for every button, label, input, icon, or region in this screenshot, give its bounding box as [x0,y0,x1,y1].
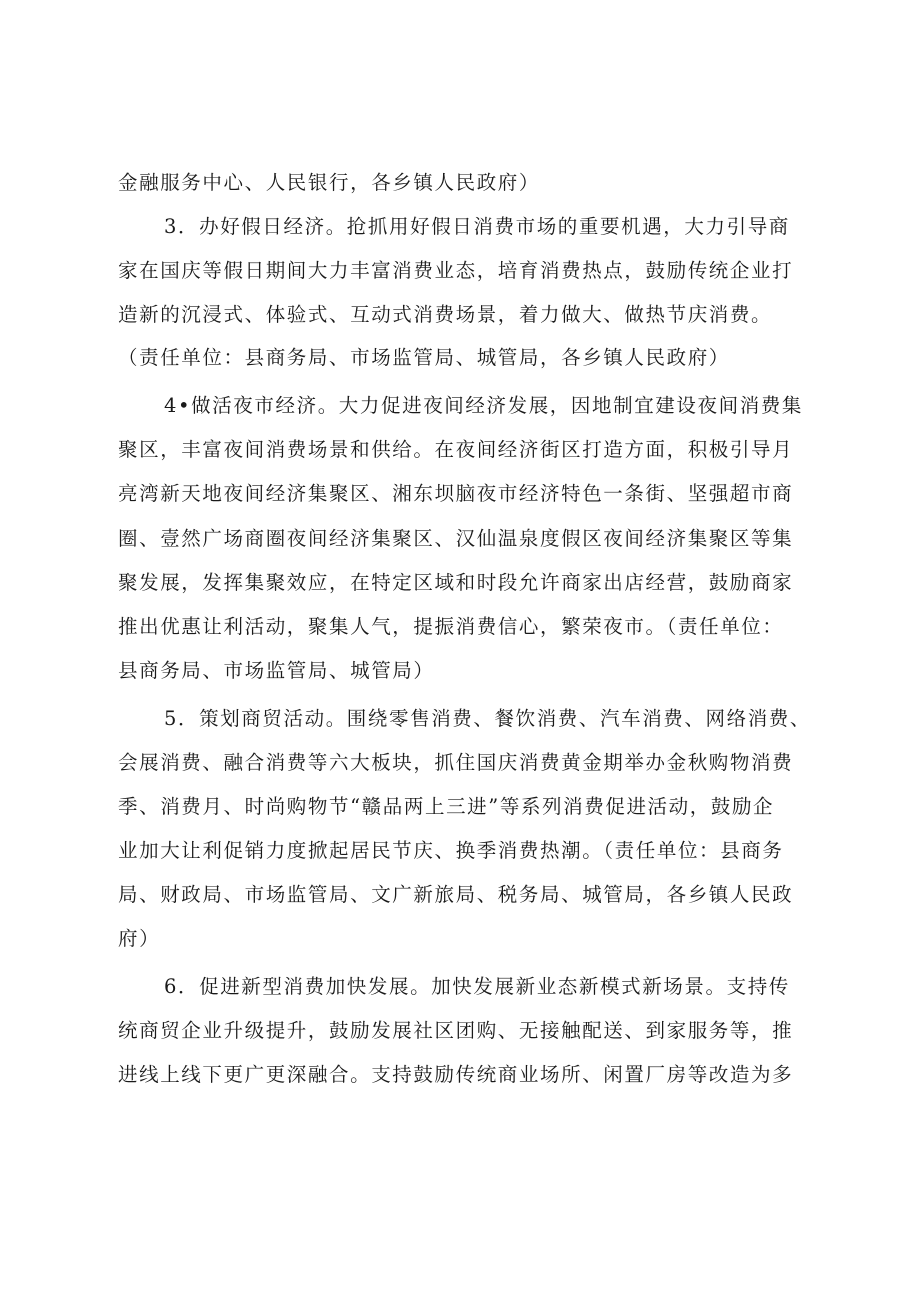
text-line: 会展消费、融合消费等六大板块，抓住国庆消费黄金期举办金秋购物消费 [118,751,794,774]
paragraph-3-start: 3．办好假日经济。抢抓用好假日消费市场的重要机遇，大力引导商 [164,215,790,238]
text-line: 进线上线下更广更深融合。支持鼓励传统商业场所、闲置厂房等改造为多 [118,1063,794,1086]
text-line: 聚区，丰富夜间消费场景和供给。在夜间经济街区打造方面，积极引导月 [118,438,794,461]
text-line: 聚发展，发挥集聚效应，在特定区域和时段允许商家出店经营，鼓励商家 [118,571,794,594]
text-line: 金融服务中心、人民银行，各乡镇人民政府） [118,171,541,194]
text-line: 季、消费月、时尚购物节“赣品两上三进”等系列消费促进活动，鼓励企 [118,795,775,818]
text-line: 圈、壹然广场商圈夜间经济集聚区、汉仙温泉度假区夜间经济集聚区等集 [118,527,794,550]
text-line: 亮湾新天地夜间经济集聚区、湘东坝脑夜市经济特色一条街、坚强超市商 [118,482,794,505]
text-line: 家在国庆等假日期间大力丰富消费业态，培育消费热点，鼓励传统企业打 [118,259,794,282]
text-line: （责任单位：县商务局、市场监管局、城管局，各乡镇人民政府） [118,346,730,369]
text-line: 造新的沉浸式、体验式、互动式消费场景，着力做大、做热节庆消费。 [118,303,773,326]
text-line: 统商贸企业升级提升，鼓励发展社区团购、无接触配送、到家服务等，推 [118,1019,794,1042]
text-line: 县商务局、市场监管局、城管局） [118,659,435,682]
text-line: 推出优惠让利活动，聚集人气，提振消费信心，繁荣夜市。（责任单位： [118,615,784,638]
paragraph-6-start: 6．促进新型消费加快发展。加快发展新业态新模式新场景。支持传 [164,975,790,998]
text-line: 府） [118,927,161,950]
paragraph-4-start: 4•做活夜市经济。大力促进夜间经济发展，因地制宜建设夜间消费集 [164,394,804,417]
paragraph-5-start: 5．策划商贸活动。围绕零售消费、餐饮消费、汽车消费、网络消费、 [164,707,812,730]
text-line: 业加大让利促销力度掀起居民节庆、换季消费热潮。（责任单位：县商务 [118,839,784,862]
text-line: 局、财政局、市场监管局、文广新旅局、税务局、城管局，各乡镇人民政 [118,883,794,906]
